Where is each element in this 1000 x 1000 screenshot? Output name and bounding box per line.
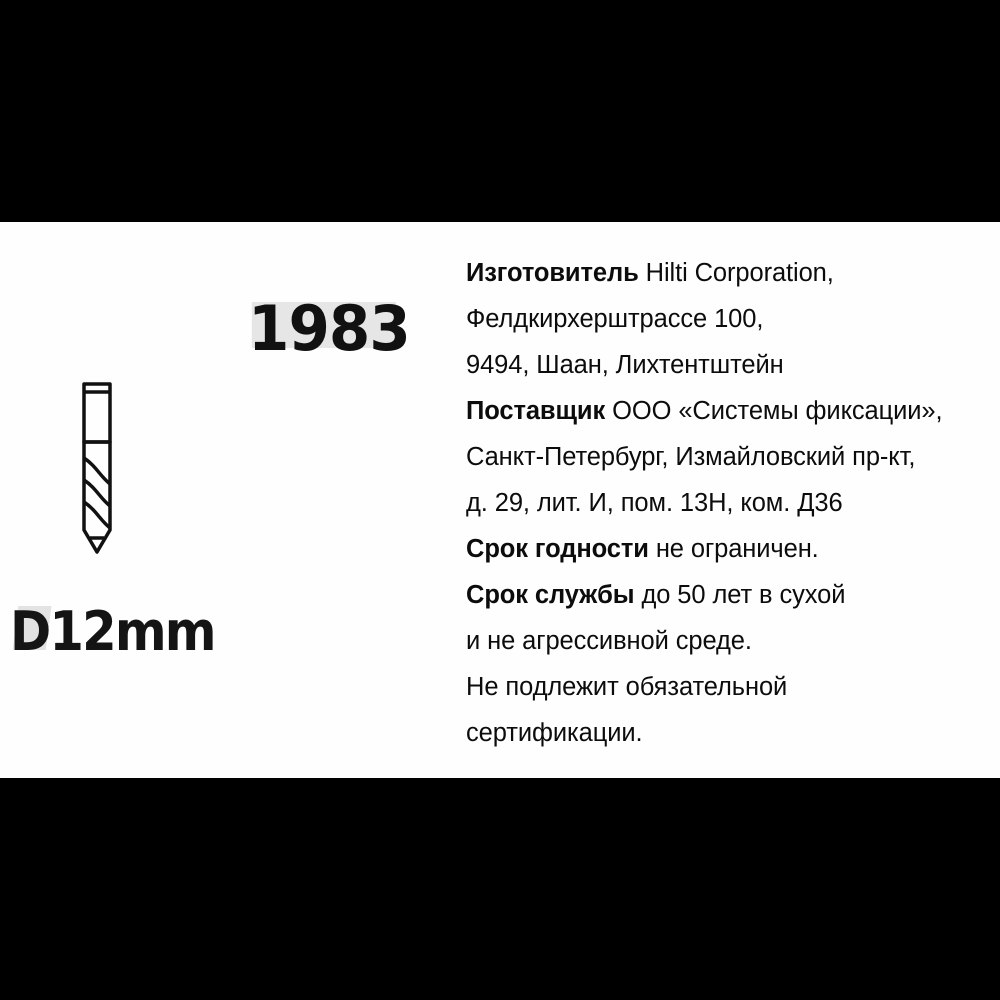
product-label [0,222,1000,778]
info-line [466,388,986,434]
info-line-value: и не агрессивной среде. [466,627,752,655]
info-line-value: д. 29, лит. И, пом. 13Н, ком. Д36 [466,489,843,517]
info-line [466,296,986,342]
info-line-label: Поставщик [466,397,606,425]
info-line [466,434,986,480]
info-line-value: до 50 лет в сухой [634,581,846,609]
info-line-value: Не подлежит обязательной [466,673,788,701]
year-stamp: 1983 [248,292,410,365]
diameter-stamp [10,600,215,663]
info-line [466,618,986,664]
info-line-value: ООО «Системы фиксации», [605,397,943,425]
info-line [466,572,986,618]
info-line-value: 9494, Шаан, Лихтентштейн [466,351,784,379]
info-line-value: Санкт-Петербург, Измайловский пр-кт, [466,443,916,471]
manufacturer-info-block [466,250,986,756]
info-line-value: сертификации. [466,719,643,747]
info-line [466,526,986,572]
info-line-label: Срок годности [466,535,649,563]
info-line-label: Срок службы [466,581,635,609]
diameter-stamp-text: D12mm [10,600,215,663]
label-left-column [0,222,440,778]
info-line-value: не ограничен. [648,535,819,563]
info-line [466,480,986,526]
ink-smudge [13,606,52,650]
info-line-value: Hilti Corporation, [638,259,834,287]
info-line [466,664,986,710]
info-line [466,250,986,296]
info-line [466,710,986,756]
info-line-value: Фелдкирхерштрассе 100, [466,305,764,333]
drill-bit-icon [70,380,124,580]
info-line [466,342,986,388]
info-line-label: Изготовитель [466,259,639,287]
